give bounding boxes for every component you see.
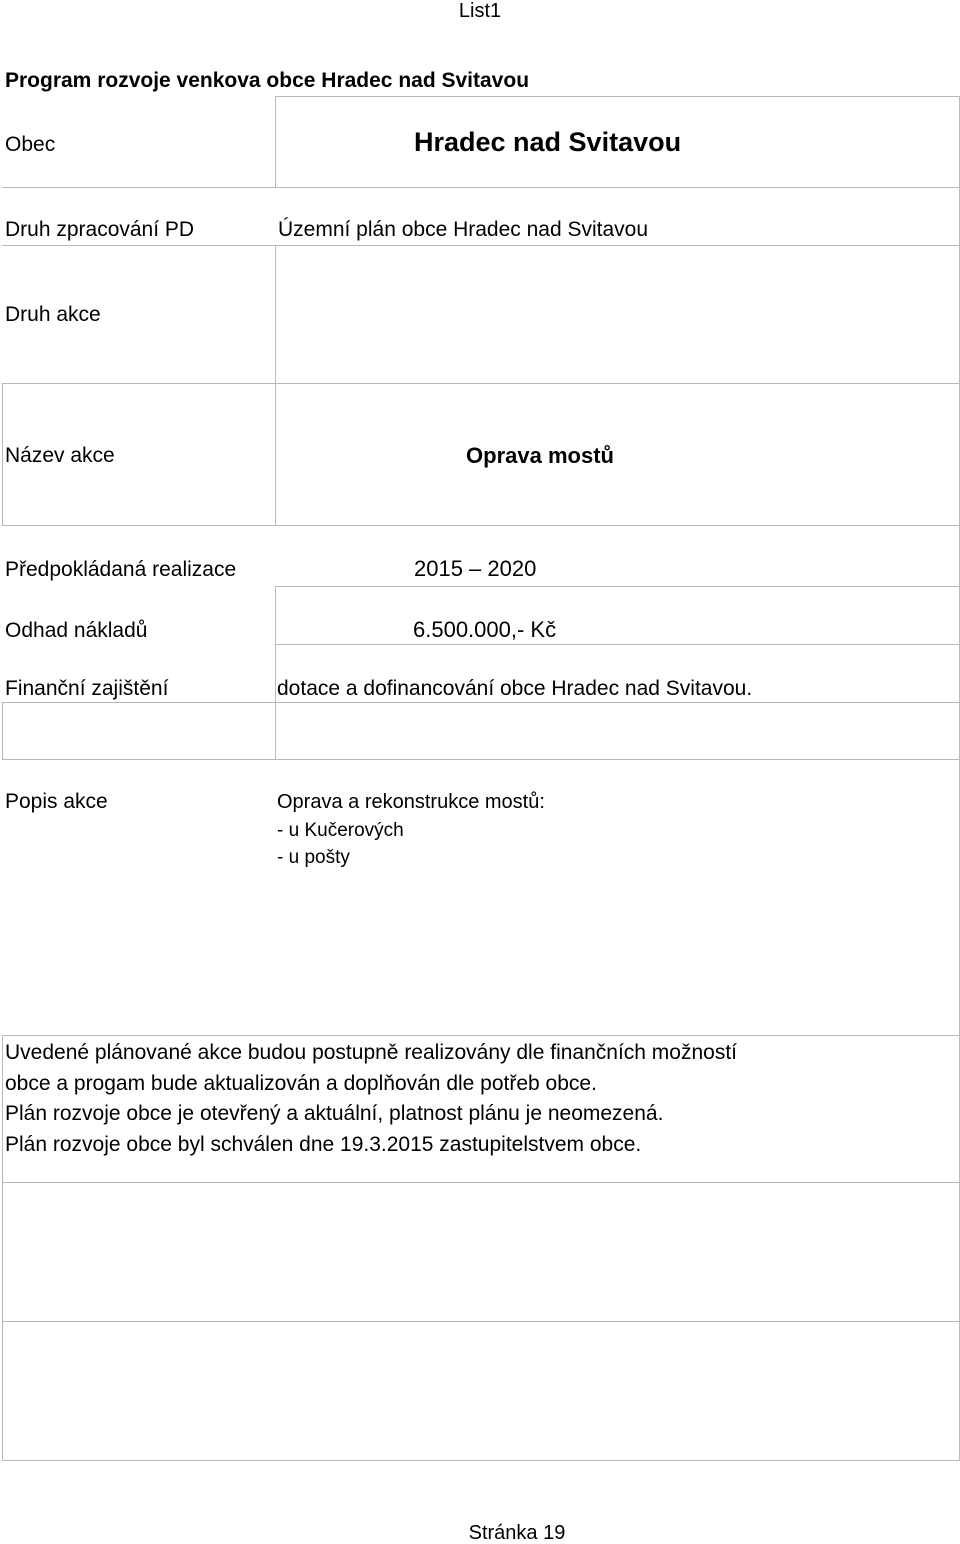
note-line: obce a progam bude aktualizován a doplňován dle potřeb obce. bbox=[5, 1071, 597, 1095]
note-line: Uvedené plánované akce budou postupně realizovány dle finančních možností bbox=[5, 1041, 737, 1064]
label-nazev-akce: Název akce bbox=[5, 444, 115, 467]
value-nazev-akce: Oprava mostů bbox=[466, 443, 614, 468]
value-obec: Hradec nad Svitavou bbox=[414, 127, 682, 157]
description-line: - u pošty bbox=[277, 847, 350, 868]
description-line: - u Kučerových bbox=[277, 819, 404, 841]
value-druh-zpracovani: Územní plán obce Hradec nad Svitavou bbox=[278, 218, 649, 241]
value-financni-zajisteni: dotace a dofinancování obce Hradec nad Svitavou. bbox=[277, 677, 753, 700]
note-line: Plán rozvoje obce je otevřený a aktuální, platnost plánu je neomezená. bbox=[5, 1102, 664, 1125]
label-realizace: Předpokládaná realizace bbox=[5, 558, 237, 581]
note-line: Plán rozvoje obce byl schválen dne 19.3.2015 zastupitelstvem obce. bbox=[5, 1132, 642, 1156]
label-popis-akce: Popis akce bbox=[5, 790, 108, 813]
value-popis-akce bbox=[277, 789, 545, 872]
label-financni-zajisteni: Finanční zajištění bbox=[5, 677, 169, 700]
document-title: Program rozvoje venkova obce Hradec nad Svitavou bbox=[5, 69, 530, 92]
description-line: Oprava a rekonstrukce mostů: bbox=[277, 791, 545, 813]
label-obec: Obec bbox=[5, 133, 56, 156]
sheet-name: List1 bbox=[458, 0, 502, 22]
label-naklady: Odhad nákladů bbox=[5, 619, 148, 642]
value-realizace: 2015 – 2020 bbox=[414, 556, 537, 581]
label-druh-zpracovani: Druh zpracování PD bbox=[5, 218, 195, 241]
page-footer: Stránka 19 bbox=[468, 1522, 566, 1544]
value-naklady: 6.500.000,- Kč bbox=[413, 617, 557, 642]
label-druh-akce: Druh akce bbox=[5, 303, 101, 326]
notes-paragraph bbox=[5, 1038, 737, 1160]
